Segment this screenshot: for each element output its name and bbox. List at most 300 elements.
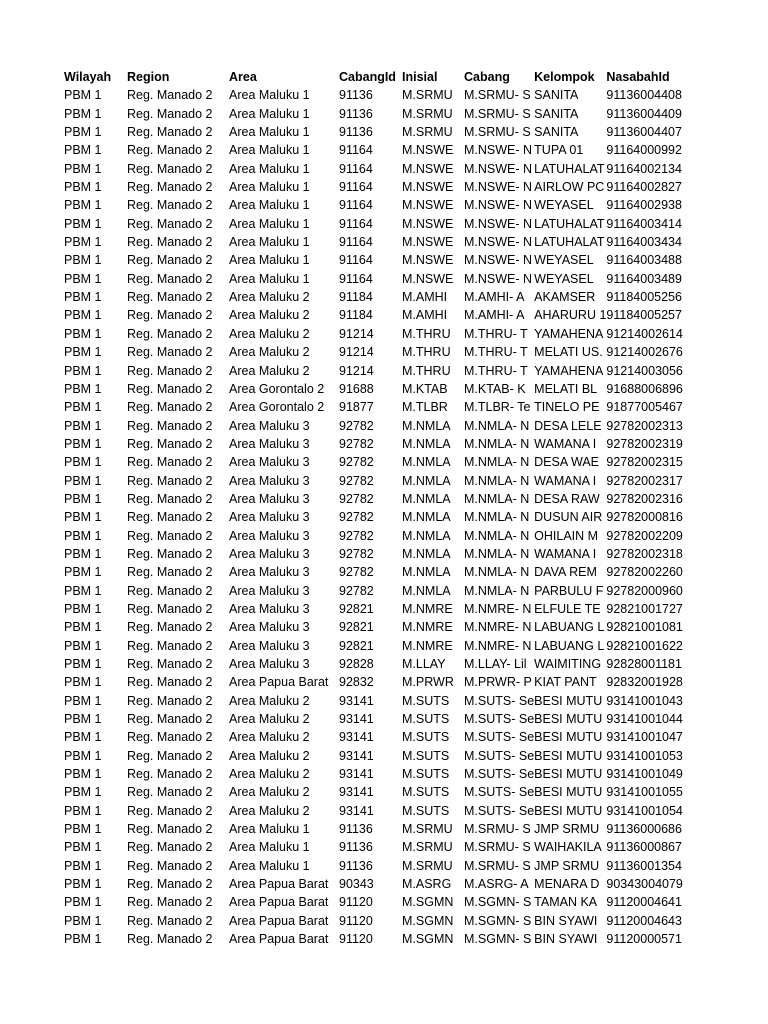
cell-area[interactable]: Area Maluku 2 bbox=[229, 693, 310, 708]
cell-cabangid[interactable]: 91164 bbox=[339, 161, 373, 176]
cell-kelompok[interactable]: KIAT PANT bbox=[534, 675, 597, 690]
cell-region[interactable]: Reg. Manado 2 bbox=[127, 198, 213, 213]
cell-kelompok[interactable]: BIN SYAWI bbox=[534, 932, 598, 947]
cell-wilayah[interactable]: PBM 1 bbox=[64, 253, 102, 268]
cell-kelompok[interactable]: TINELO PE bbox=[534, 400, 600, 415]
cell-cabang[interactable]: M.THRU- T bbox=[464, 326, 528, 341]
cell-area[interactable]: Area Maluku 3 bbox=[229, 473, 310, 488]
cell-inisial[interactable]: M.NMLA bbox=[402, 455, 451, 470]
cell-cabangid[interactable]: 91136 bbox=[339, 822, 373, 837]
cell-cabang[interactable]: M.AMHI- A bbox=[464, 308, 525, 323]
cell-cabang[interactable]: M.NMRE- N bbox=[464, 638, 532, 653]
cell-wilayah[interactable]: PBM 1 bbox=[64, 730, 102, 745]
cell-kelompok[interactable]: ELFULE TE bbox=[534, 601, 601, 616]
cell-area[interactable]: Area Maluku 1 bbox=[229, 106, 310, 121]
cell-inisial[interactable]: M.SUTS bbox=[402, 712, 450, 727]
cell-cabangid[interactable]: 92782 bbox=[339, 510, 374, 525]
cell-cabangid[interactable]: 92782 bbox=[339, 583, 374, 598]
cell-area[interactable]: Area Maluku 2 bbox=[229, 730, 310, 745]
header-kelompok[interactable]: Kelompok bbox=[534, 70, 595, 84]
cell-cabangid[interactable]: 91164 bbox=[339, 271, 373, 286]
cell-kelompok[interactable]: LATUHALAT bbox=[534, 235, 605, 250]
cell-area[interactable]: Area Maluku 1 bbox=[229, 143, 310, 158]
cell-kelompok[interactable]: WAMANA I bbox=[534, 546, 597, 561]
cell-wilayah[interactable]: PBM 1 bbox=[64, 271, 102, 286]
cell-region[interactable]: Reg. Manado 2 bbox=[127, 895, 213, 910]
cell-nasabahid[interactable]: 91136004408 bbox=[606, 88, 682, 103]
cell-cabangid[interactable]: 91184 bbox=[339, 290, 373, 305]
cell-cabang[interactable]: M.SUTS- Se bbox=[464, 767, 535, 782]
cell-cabang[interactable]: M.NSWE- N bbox=[464, 216, 533, 231]
cell-cabangid[interactable]: 91120 bbox=[339, 895, 373, 910]
cell-region[interactable]: Reg. Manado 2 bbox=[127, 583, 213, 598]
cell-kelompok[interactable]: BESI MUTU bbox=[534, 767, 603, 782]
cell-nasabahid[interactable]: 93141001053 bbox=[606, 748, 683, 763]
cell-kelompok[interactable]: WAIHAKILA bbox=[534, 840, 602, 855]
cell-inisial[interactable]: M.NMLA bbox=[402, 546, 451, 561]
cell-nasabahid[interactable]: 91214003056 bbox=[606, 363, 683, 378]
cell-wilayah[interactable]: PBM 1 bbox=[64, 803, 102, 818]
cell-nasabahid[interactable]: 93141001043 bbox=[606, 693, 683, 708]
cell-cabangid[interactable]: 91164 bbox=[339, 216, 373, 231]
cell-cabangid[interactable]: 91136 bbox=[339, 840, 373, 855]
cell-cabang[interactable]: M.NSWE- N bbox=[464, 180, 533, 195]
cell-region[interactable]: Reg. Manado 2 bbox=[127, 88, 213, 103]
cell-inisial[interactable]: M.NMRE bbox=[402, 620, 453, 635]
cell-inisial[interactable]: M.AMHI bbox=[402, 290, 448, 305]
cell-cabang[interactable]: M.NMLA- N bbox=[464, 565, 530, 580]
cell-cabang[interactable]: M.SRMU- S bbox=[464, 106, 531, 121]
cell-region[interactable]: Reg. Manado 2 bbox=[127, 822, 213, 837]
cell-kelompok[interactable]: BESI MUTU bbox=[534, 803, 603, 818]
cell-kelompok[interactable]: JMP SRMU bbox=[534, 822, 600, 837]
cell-nasabahid[interactable]: 93141001044 bbox=[606, 712, 683, 727]
cell-cabangid[interactable]: 92782 bbox=[339, 436, 374, 451]
cell-kelompok[interactable]: SANITA bbox=[534, 125, 579, 140]
cell-kelompok[interactable]: MELATI US. bbox=[534, 345, 603, 360]
cell-cabang[interactable]: M.SRMU- S bbox=[464, 840, 531, 855]
cell-inisial[interactable]: M.NMRE bbox=[402, 601, 453, 616]
cell-nasabahid[interactable]: 92782000816 bbox=[606, 510, 683, 525]
cell-area[interactable]: Area Maluku 2 bbox=[229, 748, 310, 763]
cell-cabangid[interactable]: 91164 bbox=[339, 143, 373, 158]
cell-cabangid[interactable]: 91136 bbox=[339, 125, 373, 140]
cell-nasabahid[interactable]: 90343004079 bbox=[606, 877, 683, 892]
cell-wilayah[interactable]: PBM 1 bbox=[64, 657, 102, 671]
cell-cabangid[interactable]: 91164 bbox=[339, 235, 373, 250]
cell-wilayah[interactable]: PBM 1 bbox=[64, 913, 102, 928]
cell-cabang[interactable]: M.NMLA- N bbox=[464, 491, 530, 506]
cell-wilayah[interactable]: PBM 1 bbox=[64, 767, 102, 782]
cell-region[interactable]: Reg. Manado 2 bbox=[127, 693, 213, 708]
cell-nasabahid[interactable]: 91136001354 bbox=[606, 858, 682, 873]
cell-cabang[interactable]: M.NSWE- N bbox=[464, 161, 533, 176]
cell-cabang[interactable]: M.SUTS- Se bbox=[464, 730, 535, 745]
cell-kelompok[interactable]: LABUANG L bbox=[534, 638, 605, 653]
cell-inisial[interactable]: M.NSWE bbox=[402, 253, 454, 268]
cell-inisial[interactable]: M.SUTS bbox=[402, 730, 450, 745]
cell-area[interactable]: Area Maluku 2 bbox=[229, 767, 310, 782]
cell-cabang[interactable]: M.NMRE- N bbox=[464, 620, 532, 635]
cell-region[interactable]: Reg. Manado 2 bbox=[127, 528, 213, 543]
cell-wilayah[interactable]: PBM 1 bbox=[64, 840, 102, 855]
cell-kelompok[interactable]: BESI MUTU bbox=[534, 785, 603, 800]
cell-inisial[interactable]: M.SUTS bbox=[402, 748, 450, 763]
cell-area[interactable]: Area Maluku 3 bbox=[229, 601, 310, 616]
cell-region[interactable]: Reg. Manado 2 bbox=[127, 767, 213, 782]
cell-area[interactable]: Area Maluku 2 bbox=[229, 326, 310, 341]
cell-wilayah[interactable]: PBM 1 bbox=[64, 455, 102, 470]
cell-inisial[interactable]: M.SRMU bbox=[402, 88, 453, 103]
cell-wilayah[interactable]: PBM 1 bbox=[64, 510, 102, 525]
cell-region[interactable]: Reg. Manado 2 bbox=[127, 730, 213, 745]
cell-wilayah[interactable]: PBM 1 bbox=[64, 363, 102, 378]
cell-region[interactable]: Reg. Manado 2 bbox=[127, 290, 213, 305]
cell-nasabahid[interactable]: 92821001622 bbox=[606, 638, 683, 653]
cell-kelompok[interactable]: AHARURU 1 bbox=[534, 308, 607, 323]
cell-cabangid[interactable]: 91214 bbox=[339, 326, 374, 341]
cell-inisial[interactable]: M.NMLA bbox=[402, 473, 451, 488]
cell-region[interactable]: Reg. Manado 2 bbox=[127, 326, 213, 341]
cell-cabangid[interactable]: 91214 bbox=[339, 345, 374, 360]
cell-region[interactable]: Reg. Manado 2 bbox=[127, 565, 213, 580]
cell-area[interactable]: Area Maluku 3 bbox=[229, 583, 310, 598]
cell-cabangid[interactable]: 92821 bbox=[339, 601, 374, 616]
cell-region[interactable]: Reg. Manado 2 bbox=[127, 216, 213, 231]
cell-nasabahid[interactable]: 91214002614 bbox=[606, 326, 683, 341]
cell-region[interactable]: Reg. Manado 2 bbox=[127, 803, 213, 818]
cell-nasabahid[interactable]: 92821001727 bbox=[606, 601, 683, 616]
cell-cabangid[interactable]: 91120 bbox=[339, 932, 373, 947]
cell-area[interactable]: Area Papua Barat bbox=[229, 913, 329, 928]
cell-cabang[interactable]: M.PRWR- P bbox=[464, 675, 532, 690]
cell-area[interactable]: Area Maluku 3 bbox=[229, 528, 310, 543]
cell-nasabahid[interactable]: 91164002938 bbox=[606, 198, 682, 213]
cell-kelompok[interactable]: TUPA 01 bbox=[534, 143, 584, 158]
cell-wilayah[interactable]: PBM 1 bbox=[64, 381, 102, 396]
cell-region[interactable]: Reg. Manado 2 bbox=[127, 455, 213, 470]
cell-wilayah[interactable]: PBM 1 bbox=[64, 620, 102, 635]
cell-wilayah[interactable]: PBM 1 bbox=[64, 216, 102, 231]
cell-cabang[interactable]: M.NSWE- N bbox=[464, 271, 533, 286]
cell-wilayah[interactable]: PBM 1 bbox=[64, 88, 102, 103]
cell-cabangid[interactable]: 91136 bbox=[339, 106, 373, 121]
cell-cabang[interactable]: M.THRU- T bbox=[464, 363, 528, 378]
cell-cabangid[interactable]: 93141 bbox=[339, 803, 374, 818]
cell-inisial[interactable]: M.NMLA bbox=[402, 510, 451, 525]
cell-wilayah[interactable]: PBM 1 bbox=[64, 675, 102, 690]
cell-cabangid[interactable]: 91136 bbox=[339, 858, 373, 873]
cell-cabangid[interactable]: 92782 bbox=[339, 473, 374, 488]
cell-inisial[interactable]: M.THRU bbox=[402, 326, 451, 341]
cell-cabang[interactable]: M.THRU- T bbox=[464, 345, 528, 360]
cell-inisial[interactable]: M.NMLA bbox=[402, 565, 451, 580]
cell-cabangid[interactable]: 92782 bbox=[339, 418, 374, 433]
cell-kelompok[interactable]: WAIMITING bbox=[534, 657, 602, 671]
cell-nasabahid[interactable]: 91214002676 bbox=[606, 345, 683, 360]
cell-kelompok[interactable]: DESA LELE bbox=[534, 418, 602, 433]
cell-area[interactable]: Area Maluku 2 bbox=[229, 308, 310, 323]
cell-nasabahid[interactable]: 92828001181 bbox=[606, 657, 682, 671]
cell-inisial[interactable]: M.NSWE bbox=[402, 271, 454, 286]
cell-cabang[interactable]: M.SRMU- S bbox=[464, 88, 531, 103]
cell-inisial[interactable]: M.NMLA bbox=[402, 418, 451, 433]
cell-region[interactable]: Reg. Manado 2 bbox=[127, 436, 213, 451]
cell-cabang[interactable]: M.SRMU- S bbox=[464, 858, 531, 873]
cell-area[interactable]: Area Maluku 1 bbox=[229, 125, 310, 140]
cell-wilayah[interactable]: PBM 1 bbox=[64, 638, 102, 653]
cell-wilayah[interactable]: PBM 1 bbox=[64, 565, 102, 580]
cell-nasabahid[interactable]: 91164002134 bbox=[606, 161, 682, 176]
cell-area[interactable]: Area Papua Barat bbox=[229, 877, 329, 892]
cell-cabangid[interactable]: 91136 bbox=[339, 88, 373, 103]
cell-cabang[interactable]: M.SUTS- Se bbox=[464, 712, 535, 727]
cell-nasabahid[interactable]: 91120004643 bbox=[606, 913, 682, 928]
cell-kelompok[interactable]: WEYASEL bbox=[534, 271, 594, 286]
cell-region[interactable]: Reg. Manado 2 bbox=[127, 675, 213, 690]
cell-inisial[interactable]: M.SRMU bbox=[402, 858, 453, 873]
cell-kelompok[interactable]: BESI MUTU bbox=[534, 730, 603, 745]
cell-area[interactable]: Area Maluku 2 bbox=[229, 785, 310, 800]
header-area[interactable]: Area bbox=[229, 70, 257, 84]
cell-kelompok[interactable]: PARBULU F bbox=[534, 583, 604, 598]
cell-region[interactable]: Reg. Manado 2 bbox=[127, 345, 213, 360]
cell-kelompok[interactable]: WAMANA I bbox=[534, 436, 597, 451]
cell-nasabahid[interactable]: 91164002827 bbox=[606, 180, 682, 195]
cell-area[interactable]: Area Maluku 1 bbox=[229, 216, 310, 231]
cell-inisial[interactable]: M.NMLA bbox=[402, 528, 451, 543]
cell-area[interactable]: Area Maluku 2 bbox=[229, 290, 310, 305]
cell-inisial[interactable]: M.NSWE bbox=[402, 161, 454, 176]
cell-kelompok[interactable]: JMP SRMU bbox=[534, 858, 600, 873]
cell-cabangid[interactable]: 91184 bbox=[339, 308, 373, 323]
cell-cabang[interactable]: M.NSWE- N bbox=[464, 253, 533, 268]
cell-area[interactable]: Area Maluku 3 bbox=[229, 418, 310, 433]
header-cabang[interactable]: Cabang bbox=[464, 70, 510, 84]
cell-nasabahid[interactable]: 93141001055 bbox=[606, 785, 683, 800]
cell-nasabahid[interactable]: 93141001047 bbox=[606, 730, 683, 745]
cell-cabangid[interactable]: 93141 bbox=[339, 785, 374, 800]
cell-area[interactable]: Area Maluku 1 bbox=[229, 235, 310, 250]
cell-cabang[interactable]: M.NMLA- N bbox=[464, 473, 530, 488]
cell-kelompok[interactable]: DUSUN AIR bbox=[534, 510, 603, 525]
cell-nasabahid[interactable]: 91184005256 bbox=[606, 290, 682, 305]
cell-kelompok[interactable]: BESI MUTU bbox=[534, 712, 603, 727]
cell-inisial[interactable]: M.NSWE bbox=[402, 143, 454, 158]
cell-cabangid[interactable]: 91214 bbox=[339, 363, 374, 378]
cell-cabangid[interactable]: 91164 bbox=[339, 180, 373, 195]
cell-cabangid[interactable]: 91120 bbox=[339, 913, 373, 928]
cell-inisial[interactable]: M.SRMU bbox=[402, 125, 453, 140]
cell-inisial[interactable]: M.SRMU bbox=[402, 106, 453, 121]
cell-area[interactable]: Area Maluku 1 bbox=[229, 253, 310, 268]
cell-wilayah[interactable]: PBM 1 bbox=[64, 693, 102, 708]
cell-wilayah[interactable]: PBM 1 bbox=[64, 125, 102, 140]
cell-nasabahid[interactable]: 91184005257 bbox=[606, 308, 682, 323]
cell-wilayah[interactable]: PBM 1 bbox=[64, 491, 102, 506]
cell-cabang[interactable]: M.SGMN- S bbox=[464, 895, 532, 910]
cell-region[interactable]: Reg. Manado 2 bbox=[127, 748, 213, 763]
cell-cabang[interactable]: M.SGMN- S bbox=[464, 932, 532, 947]
cell-cabang[interactable]: M.NMLA- N bbox=[464, 583, 530, 598]
cell-cabang[interactable]: M.SUTS- Se bbox=[464, 785, 535, 800]
cell-nasabahid[interactable]: 92782002318 bbox=[606, 546, 683, 561]
cell-kelompok[interactable]: SANITA bbox=[534, 88, 579, 103]
cell-cabang[interactable]: M.SUTS- Se bbox=[464, 803, 535, 818]
cell-nasabahid[interactable]: 93141001054 bbox=[606, 803, 683, 818]
cell-cabang[interactable]: M.AMHI- A bbox=[464, 290, 525, 305]
cell-inisial[interactable]: M.NSWE bbox=[402, 216, 454, 231]
cell-area[interactable]: Area Maluku 3 bbox=[229, 638, 310, 653]
cell-region[interactable]: Reg. Manado 2 bbox=[127, 932, 213, 947]
cell-kelompok[interactable]: WEYASEL bbox=[534, 253, 594, 268]
cell-cabangid[interactable]: 92782 bbox=[339, 455, 374, 470]
cell-kelompok[interactable]: TAMAN KA bbox=[534, 895, 598, 910]
cell-nasabahid[interactable]: 92782002209 bbox=[606, 528, 683, 543]
cell-cabangid[interactable]: 93141 bbox=[339, 748, 374, 763]
cell-inisial[interactable]: M.NSWE bbox=[402, 180, 454, 195]
cell-kelompok[interactable]: MENARA D bbox=[534, 877, 600, 892]
cell-nasabahid[interactable]: 91164000992 bbox=[606, 143, 682, 158]
cell-kelompok[interactable]: LATUHALAT bbox=[534, 216, 605, 231]
cell-wilayah[interactable]: PBM 1 bbox=[64, 785, 102, 800]
cell-nasabahid[interactable]: 91877005467 bbox=[606, 400, 683, 415]
cell-cabang[interactable]: M.KTAB- K bbox=[464, 381, 526, 396]
cell-area[interactable]: Area Maluku 3 bbox=[229, 510, 310, 525]
cell-area[interactable]: Area Maluku 1 bbox=[229, 271, 310, 286]
cell-nasabahid[interactable]: 92782000960 bbox=[606, 583, 683, 598]
cell-inisial[interactable]: M.LLAY bbox=[402, 657, 446, 671]
cell-cabangid[interactable]: 92782 bbox=[339, 491, 374, 506]
cell-region[interactable]: Reg. Manado 2 bbox=[127, 546, 213, 561]
cell-wilayah[interactable]: PBM 1 bbox=[64, 308, 102, 323]
cell-area[interactable]: Area Maluku 3 bbox=[229, 546, 310, 561]
cell-wilayah[interactable]: PBM 1 bbox=[64, 895, 102, 910]
cell-nasabahid[interactable]: 91136000686 bbox=[606, 822, 682, 837]
cell-kelompok[interactable]: DESA WAE bbox=[534, 455, 599, 470]
cell-area[interactable]: Area Maluku 1 bbox=[229, 858, 310, 873]
cell-area[interactable]: Area Maluku 1 bbox=[229, 161, 310, 176]
header-inisial[interactable]: Inisial bbox=[402, 70, 438, 84]
cell-region[interactable]: Reg. Manado 2 bbox=[127, 785, 213, 800]
cell-inisial[interactable]: M.SRMU bbox=[402, 822, 453, 837]
cell-cabang[interactable]: M.NMLA- N bbox=[464, 528, 530, 543]
cell-wilayah[interactable]: PBM 1 bbox=[64, 748, 102, 763]
cell-nasabahid[interactable]: 92832001928 bbox=[606, 675, 683, 690]
cell-cabang[interactable]: M.NMLA- N bbox=[464, 436, 530, 451]
cell-region[interactable]: Reg. Manado 2 bbox=[127, 712, 213, 727]
header-region[interactable]: Region bbox=[127, 70, 170, 84]
cell-area[interactable]: Area Maluku 2 bbox=[229, 712, 310, 727]
cell-kelompok[interactable]: LABUANG L bbox=[534, 620, 605, 635]
cell-cabang[interactable]: M.SGMN- S bbox=[464, 913, 532, 928]
cell-cabangid[interactable]: 91164 bbox=[339, 253, 373, 268]
cell-area[interactable]: Area Maluku 2 bbox=[229, 363, 310, 378]
cell-nasabahid[interactable]: 92782002317 bbox=[606, 473, 683, 488]
cell-region[interactable]: Reg. Manado 2 bbox=[127, 125, 213, 140]
cell-wilayah[interactable]: PBM 1 bbox=[64, 822, 102, 837]
cell-area[interactable]: Area Maluku 3 bbox=[229, 657, 310, 671]
cell-cabang[interactable]: M.NMLA- N bbox=[464, 546, 530, 561]
cell-wilayah[interactable]: PBM 1 bbox=[64, 161, 102, 176]
cell-cabangid[interactable]: 92821 bbox=[339, 638, 374, 653]
cell-region[interactable]: Reg. Manado 2 bbox=[127, 363, 213, 378]
cell-wilayah[interactable]: PBM 1 bbox=[64, 198, 102, 213]
cell-inisial[interactable]: M.SGMN bbox=[402, 895, 454, 910]
cell-area[interactable]: Area Gorontalo 2 bbox=[229, 400, 325, 415]
cell-wilayah[interactable]: PBM 1 bbox=[64, 932, 102, 947]
cell-nasabahid[interactable]: 92782002319 bbox=[606, 436, 683, 451]
cell-nasabahid[interactable]: 91164003434 bbox=[606, 235, 682, 250]
cell-inisial[interactable]: M.NMLA bbox=[402, 583, 451, 598]
cell-nasabahid[interactable]: 92782002316 bbox=[606, 491, 683, 506]
cell-region[interactable]: Reg. Manado 2 bbox=[127, 491, 213, 506]
cell-cabangid[interactable]: 93141 bbox=[339, 767, 374, 782]
cell-region[interactable]: Reg. Manado 2 bbox=[127, 235, 213, 250]
cell-kelompok[interactable]: BESI MUTU bbox=[534, 693, 603, 708]
cell-wilayah[interactable]: PBM 1 bbox=[64, 326, 102, 341]
cell-cabang[interactable]: M.SUTS- Se bbox=[464, 693, 535, 708]
cell-nasabahid[interactable]: 92821001081 bbox=[606, 620, 683, 635]
cell-kelompok[interactable]: BESI MUTU bbox=[534, 748, 603, 763]
cell-region[interactable]: Reg. Manado 2 bbox=[127, 638, 213, 653]
cell-cabang[interactable]: M.LLAY- Lil bbox=[464, 657, 527, 671]
header-wilayah[interactable]: Wilayah bbox=[64, 70, 112, 84]
cell-cabangid[interactable]: 92782 bbox=[339, 565, 374, 580]
cell-area[interactable]: Area Maluku 1 bbox=[229, 840, 310, 855]
cell-area[interactable]: Area Maluku 2 bbox=[229, 345, 310, 360]
cell-cabangid[interactable]: 92828 bbox=[339, 657, 374, 671]
cell-wilayah[interactable]: PBM 1 bbox=[64, 528, 102, 543]
cell-cabangid[interactable]: 91688 bbox=[339, 381, 374, 396]
cell-inisial[interactable]: M.NSWE bbox=[402, 198, 454, 213]
cell-inisial[interactable]: M.KTAB bbox=[402, 381, 448, 396]
cell-region[interactable]: Reg. Manado 2 bbox=[127, 620, 213, 635]
cell-nasabahid[interactable]: 91136000867 bbox=[606, 840, 682, 855]
cell-nasabahid[interactable]: 91688006896 bbox=[606, 381, 683, 396]
cell-cabang[interactable]: M.NMRE- N bbox=[464, 601, 532, 616]
cell-inisial[interactable]: M.NMRE bbox=[402, 638, 453, 653]
cell-cabang[interactable]: M.ASRG- A bbox=[464, 877, 529, 892]
cell-region[interactable]: Reg. Manado 2 bbox=[127, 473, 213, 488]
cell-region[interactable]: Reg. Manado 2 bbox=[127, 858, 213, 873]
cell-region[interactable]: Reg. Manado 2 bbox=[127, 400, 213, 415]
cell-inisial[interactable]: M.THRU bbox=[402, 363, 451, 378]
cell-region[interactable]: Reg. Manado 2 bbox=[127, 418, 213, 433]
cell-region[interactable]: Reg. Manado 2 bbox=[127, 877, 213, 892]
cell-region[interactable]: Reg. Manado 2 bbox=[127, 253, 213, 268]
cell-kelompok[interactable]: OHILAIN M bbox=[534, 528, 599, 543]
cell-wilayah[interactable]: PBM 1 bbox=[64, 473, 102, 488]
header-nasabahid[interactable]: NasabahId bbox=[606, 70, 670, 84]
cell-area[interactable]: Area Maluku 1 bbox=[229, 198, 310, 213]
cell-region[interactable]: Reg. Manado 2 bbox=[127, 840, 213, 855]
cell-wilayah[interactable]: PBM 1 bbox=[64, 418, 102, 433]
cell-inisial[interactable]: M.PRWR bbox=[402, 675, 454, 690]
cell-nasabahid[interactable]: 91164003489 bbox=[606, 271, 682, 286]
cell-cabangid[interactable]: 93141 bbox=[339, 712, 374, 727]
cell-wilayah[interactable]: PBM 1 bbox=[64, 400, 102, 415]
cell-inisial[interactable]: M.SRMU bbox=[402, 840, 453, 855]
cell-nasabahid[interactable]: 92782002315 bbox=[606, 455, 683, 470]
cell-region[interactable]: Reg. Manado 2 bbox=[127, 143, 213, 158]
cell-area[interactable]: Area Gorontalo 2 bbox=[229, 381, 325, 396]
cell-kelompok[interactable]: DESA RAW bbox=[534, 491, 600, 506]
cell-region[interactable]: Reg. Manado 2 bbox=[127, 913, 213, 928]
cell-inisial[interactable]: M.SGMN bbox=[402, 913, 454, 928]
cell-kelompok[interactable]: LATUHALAT bbox=[534, 161, 605, 176]
cell-nasabahid[interactable]: 91120004641 bbox=[606, 895, 682, 910]
